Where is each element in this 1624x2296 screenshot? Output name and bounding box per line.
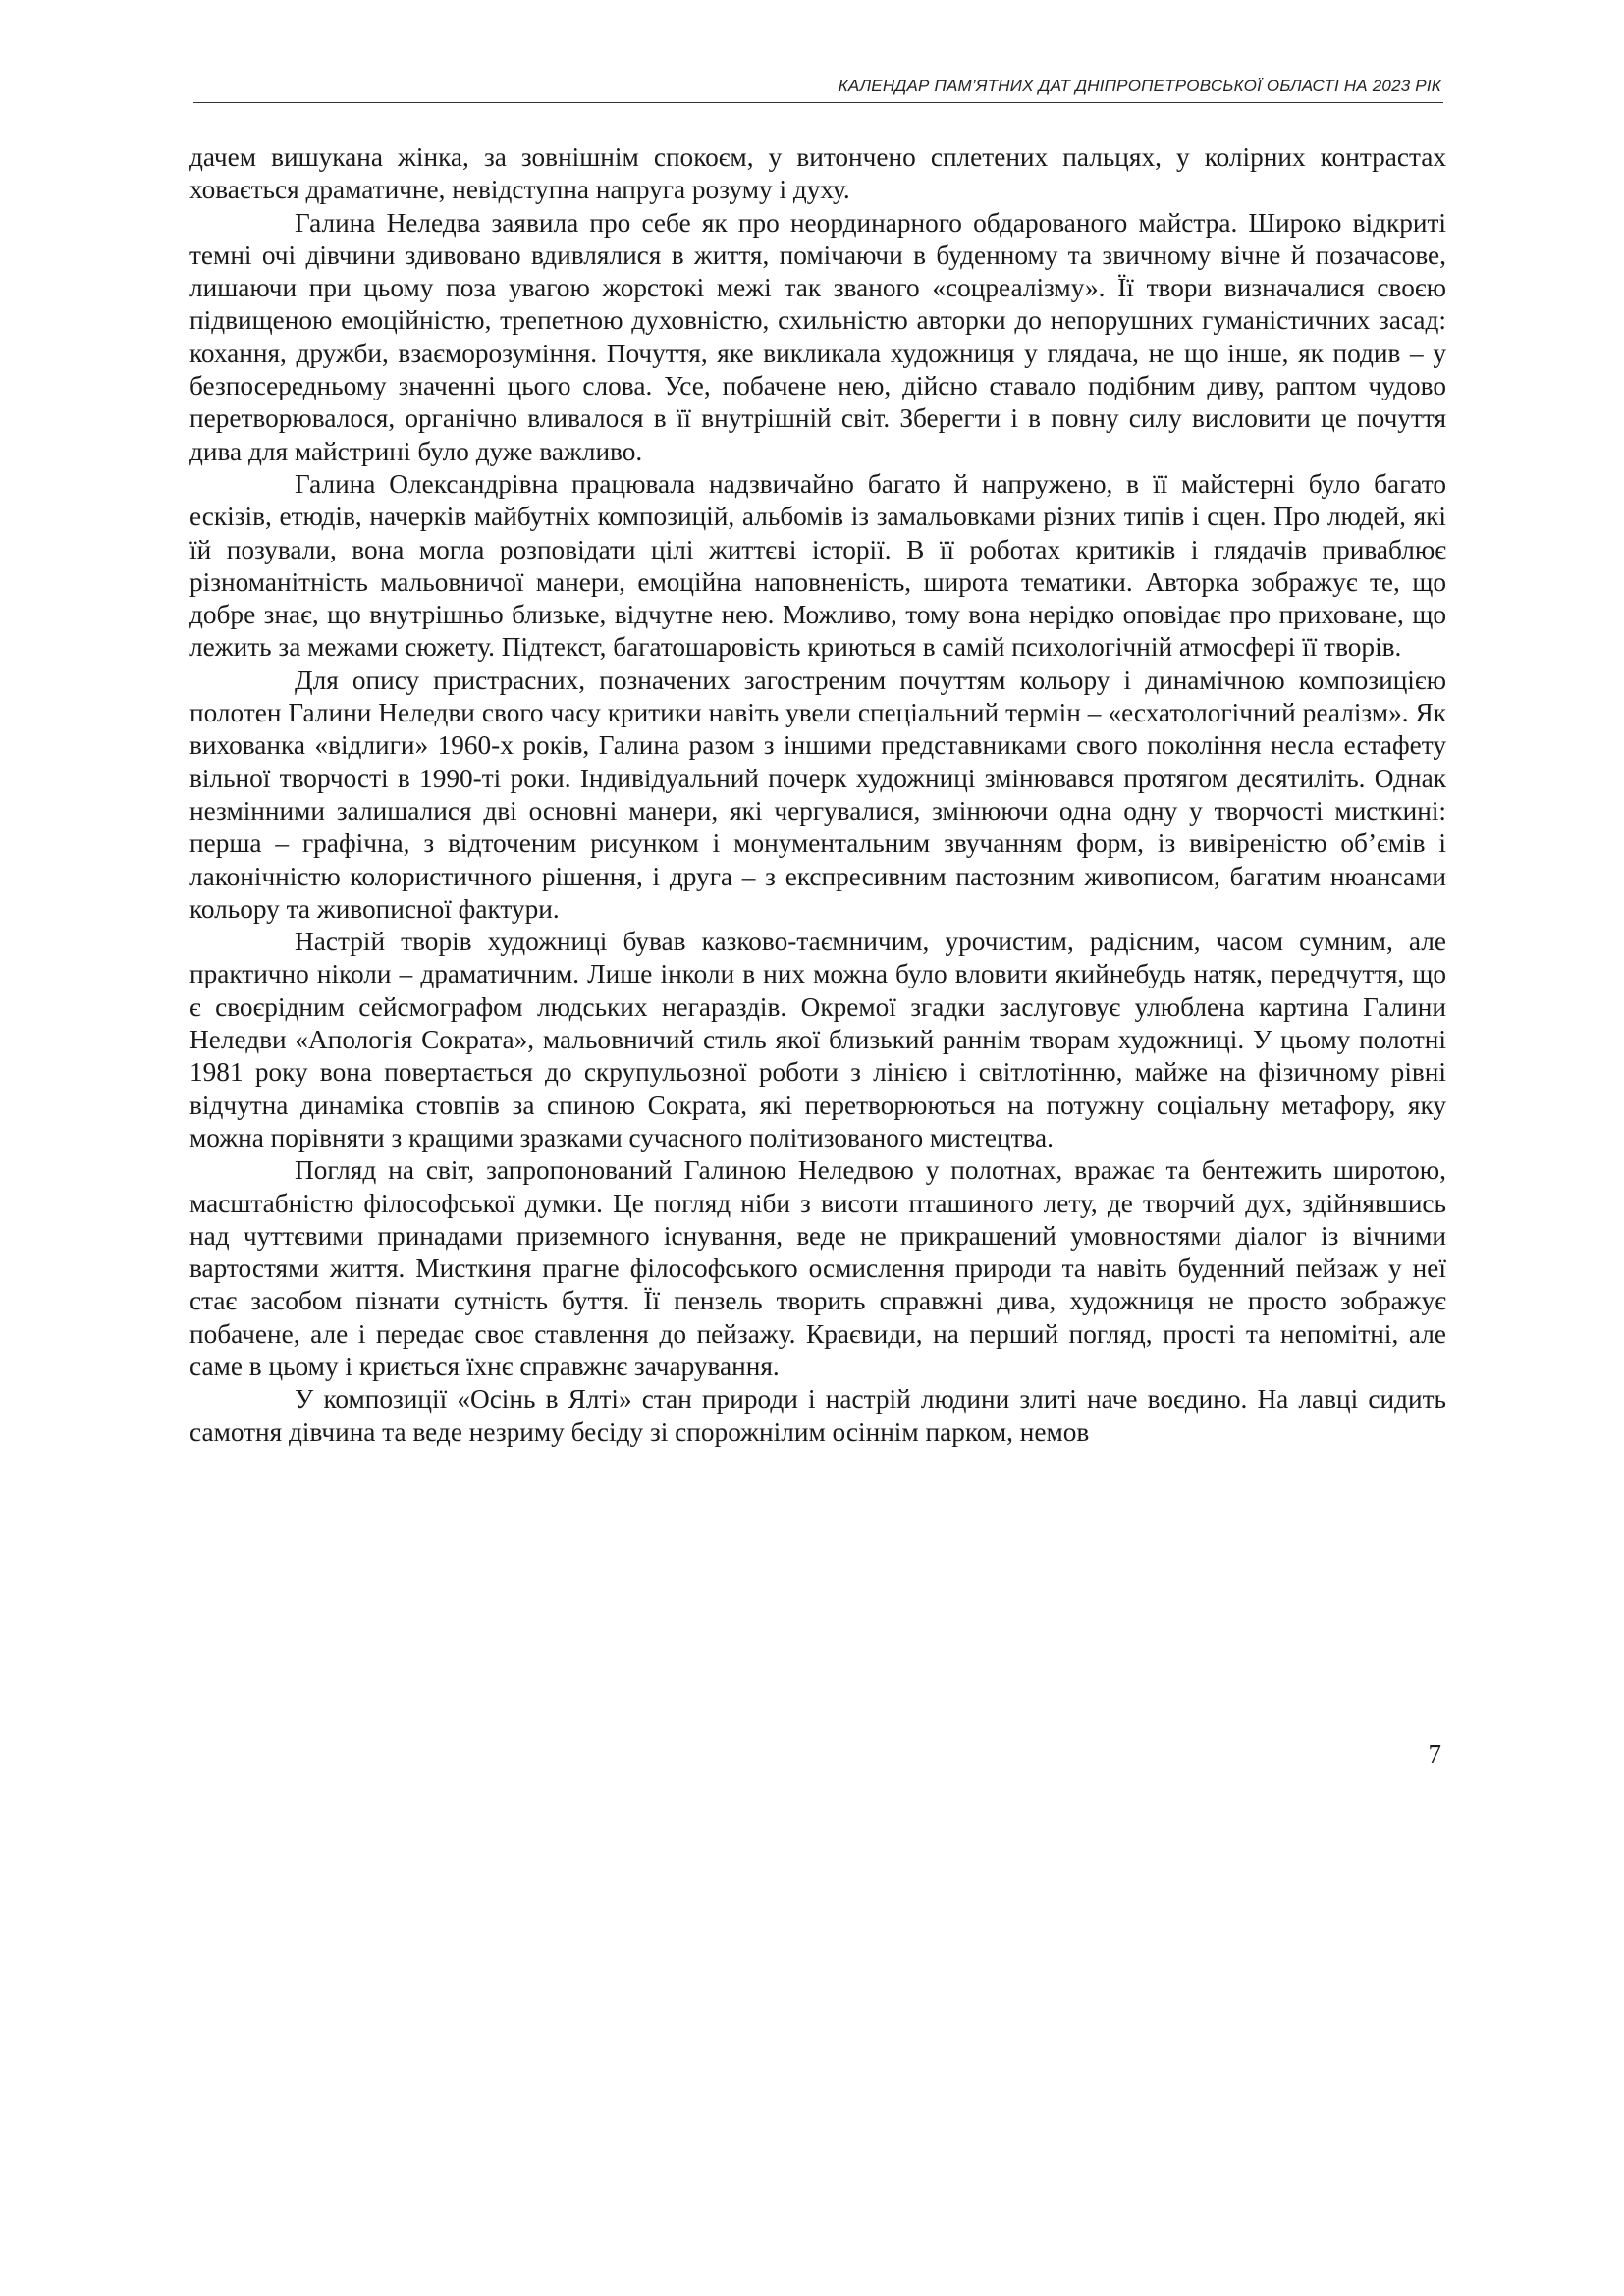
running-header: КАЛЕНДАР ПАМ’ЯТНИХ ДАТ ДНІПРОПЕТРОВСЬКОЇ ОБЛАСТІ НА 2023 РІК: [838, 77, 1441, 95]
header-divider: [193, 102, 1443, 103]
paragraph-continuation: дачем вишукана жінка, за зовнішнім спокоєм, у витончено сплетених пальцях, у колірних контрастах ховається драматичне, невідступна напруга розуму і духу.: [189, 142, 1446, 205]
paragraph: Галина Неледва заявила про себе як про неординарного обдарованого майстра. Широко відкриті темні очі дівчини здивовано вдивлялися в життя, помічаючи в буденному та звичному вічне й позачасове, лишаючи при цьому поза увагою жорстокі межі так званого «соцреалізму». Її твори визначалися своєю підвищеною емоційністю, трепетною духовністю, схильністю авторки до непорушних гуманістичних засад: кохання, дружби, взаєморозуміння. Почуття, яке викликала художниця у глядача, не що інше, як подив – у безпосередньому значенні цього слова. Усе, побачене нею, дійсно ставало подібним диву, раптом чудово перетворювалося, органічно вливалося в її внутрішній світ. Зберегти і в повну силу висловити це почуття дива для майстрині було дуже важливо.: [189, 207, 1446, 466]
paragraph: Галина Олександрівна працювала надзвичайно багато й напружено, в її майстерні було багато ескізів, етюдів, начерків майбутніх композицій, альбомів із замальовками різних типів і сцен. Про людей, які їй позували, вона могла розповідати цілі життєві історії. В її роботах критиків і глядачів приваблює різноманітність мальовничої манери, емоційна наповненість, широта тематики. Авторка зображує те, що добре знає, що внутрішньо близьке, відчутне нею. Можливо, тому вона нерідко оповідає про приховане, що лежить за межами сюжету. Підтекст, багатошаровість криються в самій психологічній атмосфері її творів.: [189, 468, 1446, 663]
page-number: 7: [1428, 1739, 1441, 1769]
paragraph: Погляд на світ, запропонований Галиною Неледвою у полотнах, вражає та бентежить широтою, масштабністю філософської думки. Це погляд ніби з висоти пташиного лету, де творчий дух, здійнявшись над чуттєвими принадами приземного існування, веде не прикрашений умовностями діалог із вічними вартостями життя. Мисткиня прагне філософського осмислення природи та навіть буденний пейзаж у неї стає засобом пізнати сутність буття. Її пензель творить справжні дива, художниця не просто зображує побачене, але і передає своє ставлення до пейзажу. Краєвиди, на перший погляд, прості та непомітні, але саме в цьому і криється їхнє справжнє зачарування.: [189, 1155, 1446, 1381]
paragraph: У композиції «Осінь в Ялті» стан природи і настрій людини злиті наче воєдино. На лавці сидить самотня дівчина та веде незриму бесіду зі спорожнілим осіннім парком, немов: [189, 1384, 1446, 1447]
paragraph: Настрій творів художниці бував казково-таємничим, урочистим, радісним, часом сумним, але практично ніколи – драматичним. Лише інколи в них можна було вловити якийнебудь натяк, передчуття, що є своєрідним сейсмографом людських негараздів. Окремої згадки заслуговує улюблена картина Галини Неледви «Апологія Сократа», мальовничий стиль якої близький раннім творам художниці. У цьому полотні 1981 року вона повертається до скрупульозної роботи з лінією і світлотінню, майже на фізичному рівні відчутна динаміка стовпів за спиною Сократа, які перетворюються на потужну соціальну метафору, яку можна порівняти з кращими зразками сучасного політизованого мистецтва.: [189, 927, 1446, 1152]
body-text: [189, 141, 1446, 1449]
paragraph: Для опису пристрасних, позначених загостреним почуттям кольору і динамічною композицією полотен Галини Неледви свого часу критики навіть увели спеціальний термін – «есхатологічний реалізм». Як вихованка «відлиги» 1960-х років, Галина разом з іншими представниками свого покоління несла естафету вільної творчості в 1990-ті роки. Індивідуальний почерк художниці змінювався протягом десятиліть. Однак незмінними залишалися дві основні манери, які чергувалися, змінюючи одна одну у творчості мисткині: перша – графічна, з відточеним рисунком і монументальним звучанням форм, із вивіреністю об’ємів і лаконічністю колористичного рішення, і друга – з експресивним пастозним живописом, багатим нюансами кольору та живописної фактури.: [189, 665, 1446, 924]
